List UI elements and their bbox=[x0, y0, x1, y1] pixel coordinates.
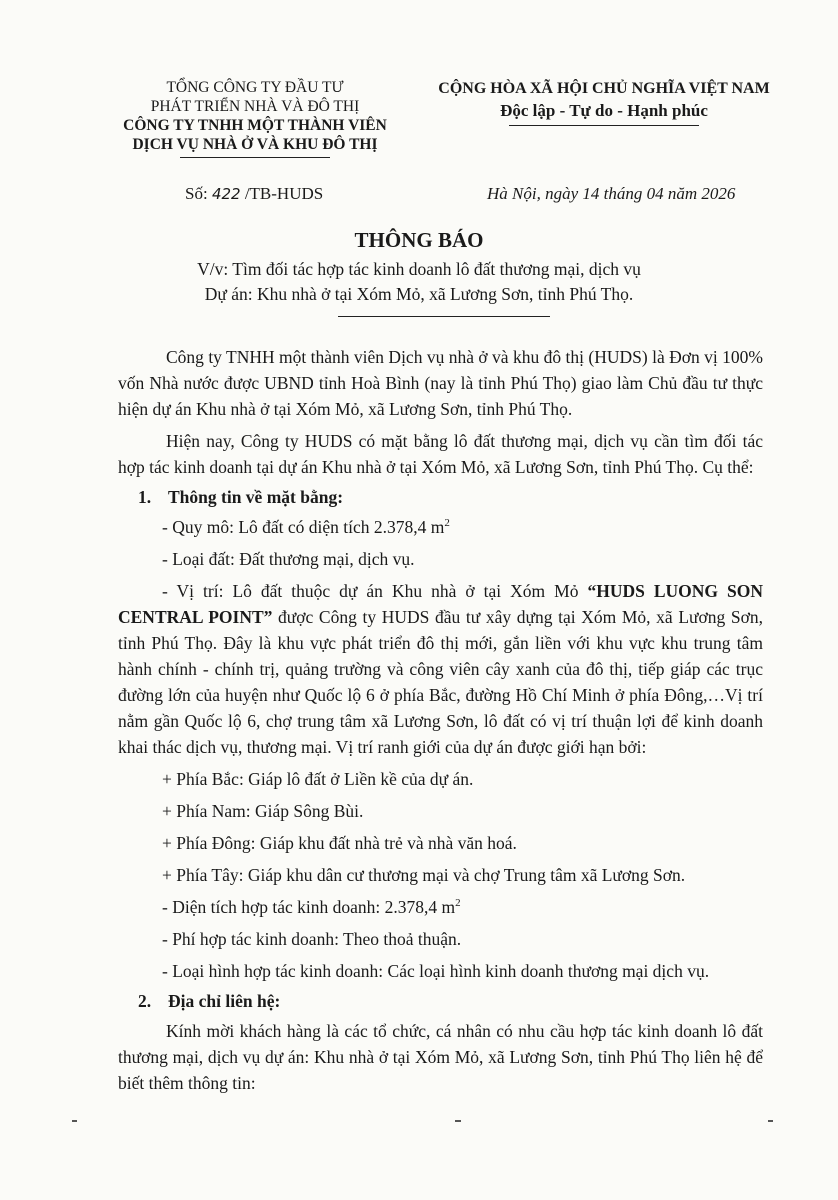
scan-mark bbox=[768, 1120, 773, 1122]
national-motto: Độc lập - Tự do - Hạnh phúc bbox=[500, 101, 708, 120]
boundary-east: + Phía Đông: Giáp khu đất nhà trẻ và nhà văn hoá. bbox=[162, 833, 517, 853]
org-name-line1: CÔNG TY TNHH MỘT THÀNH VIÊN bbox=[123, 117, 387, 134]
doc-number-prefix: Số: bbox=[185, 184, 212, 203]
boundary-west: + Phía Tây: Giáp khu dân cư thương mại và chợ Trung tâm xã Lương Sơn. bbox=[162, 865, 686, 885]
section-1-title: Thông tin về mặt bằng: bbox=[168, 487, 344, 507]
org-parent-line2: PHÁT TRIỂN NHÀ VÀ ĐÔ THỊ bbox=[150, 98, 360, 115]
boundary-north: + Phía Bắc: Giáp lô đất ở Liền kề của dự án. bbox=[162, 769, 474, 789]
scale-text: - Quy mô: Lô đất có diện tích 2.378,4 m bbox=[162, 517, 445, 537]
document-title: THÔNG BÁO bbox=[354, 228, 484, 252]
contact-paragraph: Kính mời khách hàng là các tổ chức, cá nhân có nhu cầu hợp tác kinh doanh lô đất thương mại, dịch vụ dự án: Khu nhà ở tại Xóm Mỏ, xã Lương Sơn, tỉnh Phú Thọ liên hệ để biết thêm thông tin: bbox=[118, 1021, 763, 1093]
section-1-heading bbox=[118, 484, 763, 510]
document-date: Hà Nội, ngày 14 tháng 04 năm 2026 bbox=[487, 184, 736, 203]
location-text-after: được Công ty HUDS đầu tư xây dựng tại Xóm Mỏ, xã Lương Sơn, tỉnh Phú Thọ. Đây là khu vực phát triển đô thị mới, gắn liền với khu vực khu trung tâm hành chính - chính trị, quảng trường và công viên cây xanh của đô thị, tiếp giáp các trục đường lớn của huyện như Quốc lộ 6 ở phía Bắc, đường Hồ Chí Minh ở phía Đông,…Vị trí nằm gần Quốc lộ 6, chợ trung tâm xã Lương Sơn, lô đất có vị trí thuận lợi để kinh doanh khai thác dịch vụ, thương mại. Vị trí ranh giới của dự án được giới hạn bởi: bbox=[118, 607, 763, 757]
document-subject bbox=[0, 257, 838, 307]
scale-unit-sup: 2 bbox=[444, 517, 450, 530]
location-item bbox=[118, 578, 763, 760]
doc-number-handwritten: 422 bbox=[211, 185, 241, 203]
issuing-organization bbox=[100, 78, 410, 158]
org-parent-line1: TỔNG CÔNG TY ĐẦU TƯ bbox=[166, 79, 344, 96]
location-text-before: - Vị trí: Lô đất thuộc dự án Khu nhà ở tại Xóm Mỏ bbox=[162, 581, 588, 601]
subject-line2: Dự án: Khu nhà ở tại Xóm Mỏ, xã Lương Sơn, tỉnh Phú Thọ. bbox=[204, 284, 634, 304]
scan-mark bbox=[455, 1120, 461, 1122]
section-2-heading bbox=[118, 988, 763, 1014]
coop-fee-item: - Phí hợp tác kinh doanh: Theo thoả thuận. bbox=[162, 929, 462, 949]
coop-area-item bbox=[118, 894, 763, 920]
doc-number-suffix: /TB-HUDS bbox=[240, 184, 324, 203]
subject-underline bbox=[338, 316, 550, 317]
boundary-south: + Phía Nam: Giáp Sông Bùi. bbox=[162, 801, 364, 821]
intro-paragraph: Công ty TNHH một thành viên Dịch vụ nhà ở và khu đô thị (HUDS) là Đơn vị 100% vốn Nhà nước được UBND tỉnh Hoà Bình (nay là tỉnh Phú Thọ) giao làm Chủ đầu tư thực hiện dự án Khu nhà ở tại Xóm Mỏ, xã Lương Sơn, tỉnh Phú Thọ. bbox=[118, 347, 763, 419]
section-2-number: 2. bbox=[138, 991, 152, 1011]
document-body bbox=[118, 344, 763, 1096]
coop-area-text: - Diện tích hợp tác kinh doanh: 2.378,4 m bbox=[162, 897, 456, 917]
org-underline bbox=[180, 157, 330, 158]
subject-line1: V/v: Tìm đối tác hợp tác kinh doanh lô đất thương mại, dịch vụ bbox=[197, 259, 641, 279]
national-header bbox=[412, 78, 796, 126]
section-1-number: 1. bbox=[138, 487, 152, 507]
coop-type-item: - Loại hình hợp tác kinh doanh: Các loại hình kinh doanh thương mại dịch vụ. bbox=[162, 961, 710, 981]
scale-item bbox=[118, 514, 763, 540]
document-number bbox=[185, 184, 323, 204]
scan-artifacts bbox=[0, 1120, 838, 1124]
coop-area-unit-sup: 2 bbox=[455, 897, 461, 910]
project-name: “HUDS LUONG SON CENTRAL POINT” bbox=[118, 581, 763, 627]
section-2-title: Địa chỉ liên hệ: bbox=[168, 991, 281, 1011]
land-type-item: - Loại đất: Đất thương mại, dịch vụ. bbox=[162, 549, 415, 569]
motto-underline bbox=[509, 125, 699, 126]
national-title: CỘNG HÒA XÃ HỘI CHỦ NGHĨA VIỆT NAM bbox=[438, 80, 770, 97]
context-paragraph: Hiện nay, Công ty HUDS có mặt bằng lô đất thương mại, dịch vụ cần tìm đối tác hợp tác kinh doanh tại dự án Khu nhà ở tại Xóm Mỏ, xã Lương Sơn, tỉnh Phú Thọ. Cụ thể: bbox=[118, 431, 763, 477]
org-name-line2: DỊCH VỤ NHÀ Ở VÀ KHU ĐÔ THỊ bbox=[132, 136, 378, 153]
scan-mark bbox=[72, 1120, 77, 1122]
